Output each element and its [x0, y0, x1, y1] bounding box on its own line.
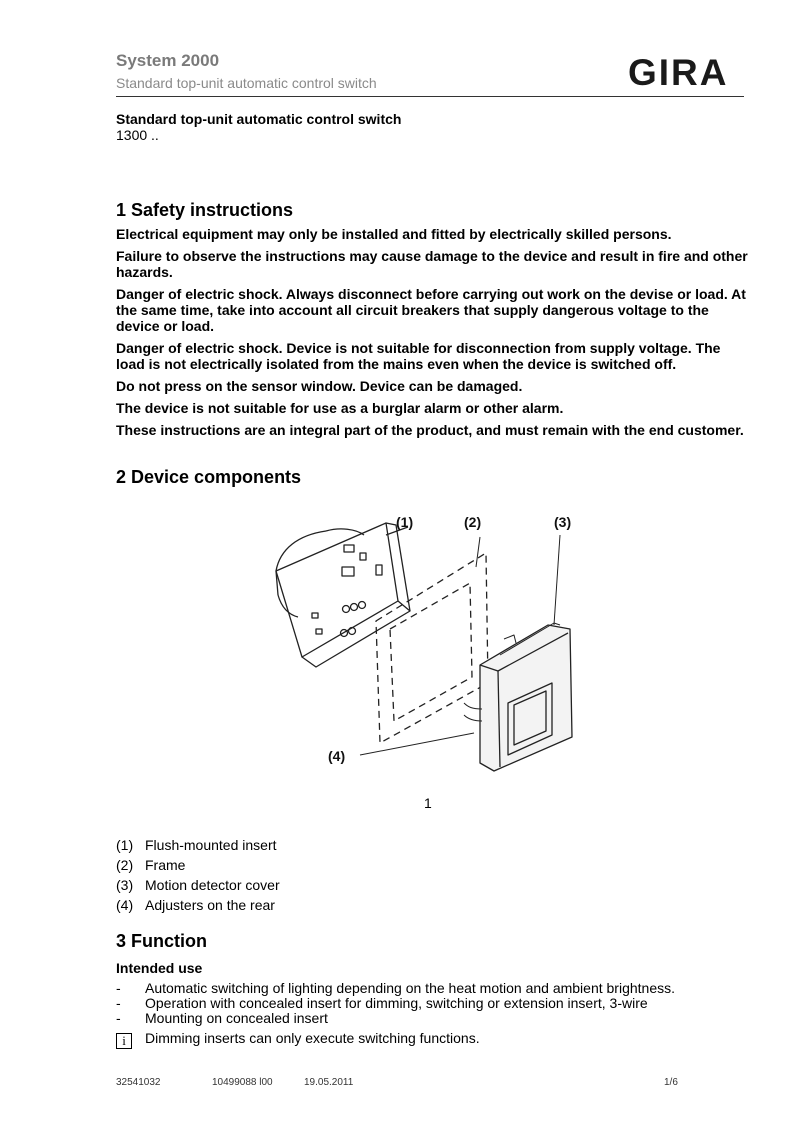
- bullet-text: Automatic switching of lighting depending on the heat motion and ambient brightness.: [145, 980, 676, 996]
- bullet-text: Operation with concealed insert for dimming, switching or extension insert, 3-wire: [145, 995, 648, 1011]
- intended-use-heading: Intended use: [116, 960, 203, 976]
- item-label: Frame: [145, 857, 186, 873]
- info-icon: i: [116, 1033, 132, 1049]
- header-title: System 2000: [116, 51, 220, 70]
- callout-label-1: (1): [396, 514, 414, 530]
- footer-page-number: 1/6: [664, 1077, 678, 1088]
- device-components-figure: [268, 505, 588, 780]
- item-label: Flush-mounted insert: [145, 837, 277, 853]
- list-item: [116, 981, 675, 996]
- list-item: [116, 896, 280, 916]
- safety-paragraph: Do not press on the sensor window. Device can be damaged.: [116, 378, 523, 394]
- safety-paragraph: Danger of electric shock. Always disconnect before carrying out work on the devise or load. At the same time, take into account all circuit breakers that supply dangerous voltage to the device or load.: [116, 286, 746, 334]
- document-number: 1300 ..: [116, 127, 159, 143]
- item-label: Motion detector cover: [145, 877, 280, 893]
- document-title: Standard top-unit automatic control switch: [116, 111, 402, 127]
- safety-paragraph: Failure to observe the instructions may cause damage to the device and result in fire and other hazards.: [116, 248, 748, 280]
- footer-reference: 10499088 l00: [212, 1077, 273, 1088]
- callout-label-4: (4): [328, 748, 346, 764]
- section-heading-components: 2 Device components: [116, 467, 302, 487]
- exploded-view-diagram: [268, 505, 588, 775]
- safety-paragraph: Electrical equipment may only be installed and fitted by electrically skilled persons.: [116, 226, 672, 242]
- section-heading-function: 3 Function: [116, 931, 207, 951]
- list-item: [116, 856, 280, 876]
- bullet-dash: -: [116, 1010, 121, 1026]
- note-text: Dimming inserts can only execute switching functions.: [145, 1030, 480, 1046]
- figure-caption: 1: [424, 795, 432, 811]
- bullet-dash: -: [116, 995, 121, 1011]
- component-list: [116, 836, 280, 916]
- footer-date: 19.05.2011: [304, 1077, 354, 1088]
- footer-doc-code: 32541032: [116, 1077, 161, 1088]
- list-item: [116, 1011, 675, 1026]
- section-heading-safety: 1 Safety instructions: [116, 200, 294, 220]
- safety-instructions: [116, 226, 748, 444]
- bullet-text: Mounting on concealed insert: [145, 1010, 328, 1026]
- bullet-dash: -: [116, 980, 121, 996]
- safety-paragraph: Danger of electric shock. Device is not suitable for disconnection from supply voltage. The load is not electrically isolated from the mains even when the device is switched off.: [116, 340, 721, 372]
- list-item: [116, 836, 280, 856]
- motion-detector-cover-drawing: [464, 623, 572, 771]
- item-number: (1): [116, 837, 134, 853]
- safety-paragraph: These instructions are an integral part of the product, and must remain with the end customer.: [116, 422, 744, 438]
- callout-label-3: (3): [554, 514, 572, 530]
- list-item: [116, 876, 280, 896]
- callout-label-2: (2): [464, 514, 482, 530]
- item-label: Adjusters on the rear: [145, 897, 275, 913]
- header-rule: [116, 96, 744, 97]
- header-subtitle: Standard top-unit automatic control switch: [116, 75, 377, 91]
- safety-paragraph: The device is not suitable for use as a burglar alarm or other alarm.: [116, 400, 564, 416]
- item-number: (2): [116, 857, 134, 873]
- intended-use-list: [116, 981, 675, 1026]
- item-number: (3): [116, 877, 134, 893]
- brand-logo: GIRA: [628, 52, 729, 93]
- list-item: [116, 996, 675, 1011]
- flush-mounted-insert-drawing: [276, 523, 410, 667]
- item-number: (4): [116, 897, 134, 913]
- info-note: [116, 1029, 480, 1049]
